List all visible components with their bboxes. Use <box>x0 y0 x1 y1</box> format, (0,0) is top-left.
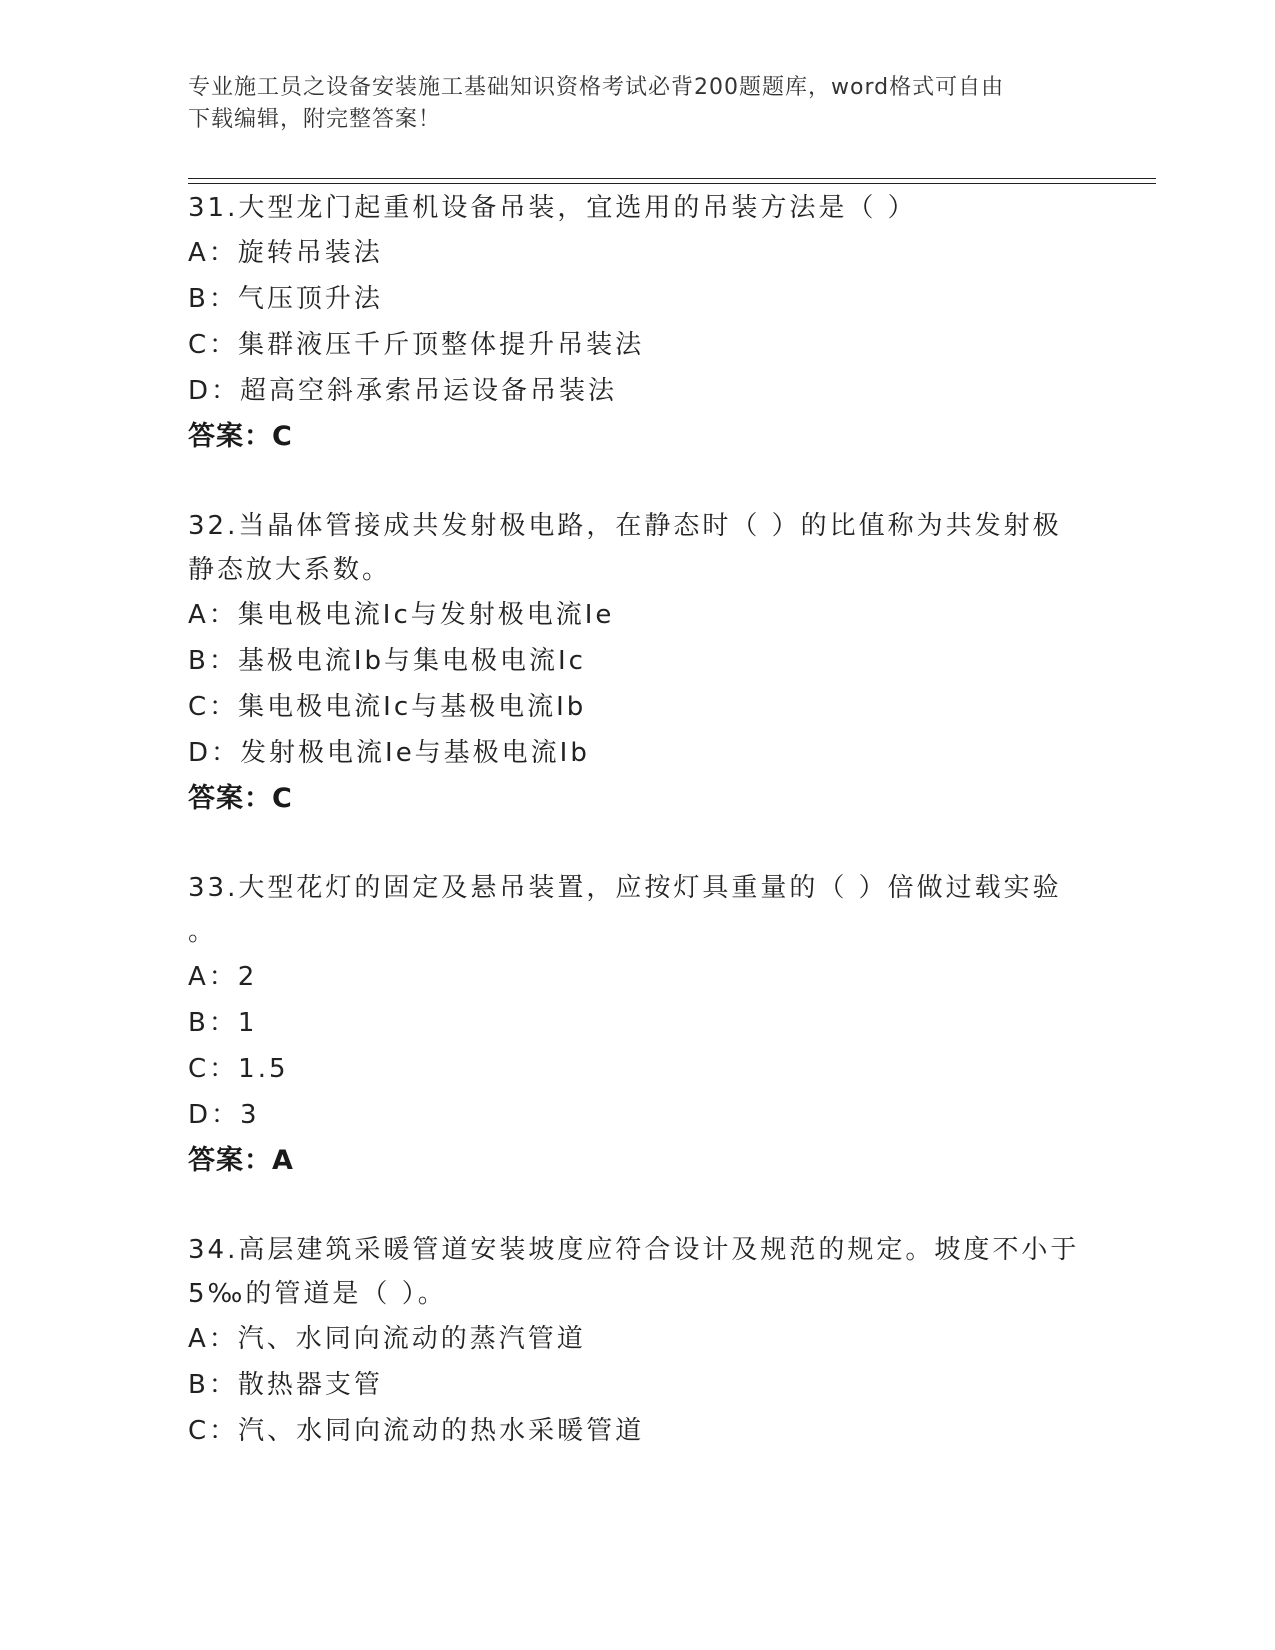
option-c: C：集电极电流Ic与基极电流Ib <box>188 692 587 722</box>
question-31 <box>188 186 1088 460</box>
option-a: A：2 <box>188 962 258 992</box>
option-b: B：基极电流Ib与集电极电流Ic <box>188 646 586 676</box>
question-stem-continued: 5‰的管道是（ ）。 <box>188 1279 447 1309</box>
option-c: C：集群液压千斤顶整体提升吊装法 <box>188 330 645 360</box>
question-stem: 32.当晶体管接成共发射极电路，在静态时（ ）的比值称为共发射极 <box>188 511 1062 541</box>
question-stem: 33.大型花灯的固定及悬吊装置，应按灯具重量的（ ）倍做过载实验 <box>188 873 1062 903</box>
option-a: A：旋转吊装法 <box>188 238 383 268</box>
option-b: B：1 <box>188 1008 258 1038</box>
option-b: B：散热器支管 <box>188 1370 383 1400</box>
header-line-1: 专业施工员之设备安装施工基础知识资格考试必背200题题库，word格式可自由 <box>188 75 1005 100</box>
option-d: D：超高空斜承索吊运设备吊装法 <box>188 376 618 406</box>
question-stem: 34.高层建筑采暖管道安装坡度应符合设计及规范的规定。坡度不小于 <box>188 1235 1080 1265</box>
question-stem-continued: 静态放大系数。 <box>188 555 392 585</box>
option-c: C：1.5 <box>188 1054 289 1084</box>
option-d: D：发射极电流Ie与基极电流Ib <box>188 738 590 768</box>
question-33 <box>188 866 1088 1184</box>
question-34 <box>188 1228 1088 1454</box>
question-32 <box>188 504 1088 822</box>
option-a: A：汽、水同向流动的蒸汽管道 <box>188 1324 586 1354</box>
option-a: A：集电极电流Ic与发射极电流Ie <box>188 600 615 630</box>
document-header <box>188 72 1088 136</box>
option-b: B：气压顶升法 <box>188 284 383 314</box>
answer-text: 答案：C <box>188 783 293 814</box>
question-list <box>188 186 1088 1498</box>
header-divider <box>188 178 1156 184</box>
option-c: C：汽、水同向流动的热水采暖管道 <box>188 1416 645 1446</box>
answer-text: 答案：A <box>188 1145 294 1176</box>
answer-text: 答案：C <box>188 421 293 452</box>
option-d: D：3 <box>188 1100 260 1130</box>
question-stem: 31.大型龙门起重机设备吊装，宜选用的吊装方法是（ ） <box>188 193 917 223</box>
question-stem-continued: 。 <box>188 917 218 947</box>
header-line-2: 下载编辑，附完整答案！ <box>188 107 442 132</box>
